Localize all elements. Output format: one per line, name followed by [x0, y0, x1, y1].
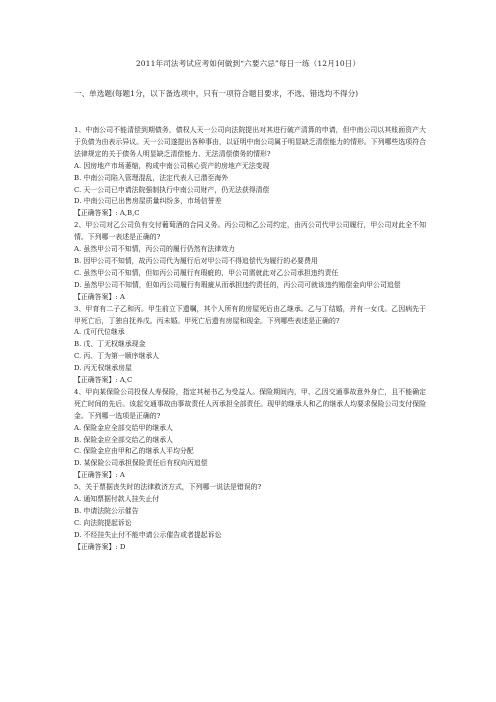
- answer-option: A. 虽然甲公司不知情，丙公司的履行仍然有法律效力: [74, 245, 235, 254]
- answer-option: B. 申请法院公示催告: [74, 507, 139, 515]
- question-stem: 1、中南公司不能清偿到期债务，债权人天一公司向法院提出对其进行破产清算的申请，但中南公司以其账面资产大于负债为由表示异议。天一公司遂提出各种事由，以证明中南公司属于明显缺乏清偿能力的情形。下列哪些选项符合法律规定的关于债务人明显缺乏清偿能力、无法清偿债务的情形?: [74, 126, 426, 158]
- answer-option: B. 中南公司陷入管理混乱，法定代表人已潜至海外: [74, 173, 229, 182]
- section-heading: 一、单选题(每题1分，以下备选项中，只有一项符合题目要求，不选、错选均不得分): [74, 89, 359, 98]
- answer-option: B. 因甲公司不知情，故丙公司代为履行后对甲公司不得追偿代为履行的必要费用: [74, 256, 318, 265]
- question-item: [74, 304, 426, 387]
- correct-answer: 【正确答案】: A: [74, 292, 125, 301]
- correct-answer: 【正确答案】: A: [74, 471, 125, 480]
- question-stem: 2、甲公司对乙公司负有交付葡萄酒的合同义务。丙公司和乙公司约定，由丙公司代甲公司履行，甲公司对此全不知情。下列哪一表述是正确的?: [74, 221, 426, 242]
- answer-option: D. 丙无权继承房屋: [74, 364, 132, 373]
- question-item: [74, 125, 426, 220]
- answer-option: A. 保险金应全部交给甲的继承人: [74, 423, 173, 432]
- correct-answer: 【正确答案】: A,B,C: [74, 209, 140, 218]
- answer-option: D. 某保险公司承担保险责任后有权向丙追偿: [74, 459, 208, 468]
- question-item: [74, 482, 426, 553]
- answer-option: B. 戊、丁无权继承现金: [74, 340, 146, 349]
- answer-option: C. 丙、丁为第一顺序继承人: [74, 352, 160, 361]
- answer-option: B. 保险金应全部交给乙的继承人: [74, 435, 174, 444]
- question-list: [74, 125, 426, 554]
- answer-option: A. 通知票据付款人挂失止付: [74, 495, 160, 504]
- answer-option: C. 向法院提起诉讼: [74, 518, 132, 527]
- question-stem: 3、甲育有二子乙和丙。甲生前立下遗嘱，其个人所有的房屋死后由乙继承。乙与丁结婚，并有一女戊。乙因病先于甲死亡后，丁独自抚养戊。丙未婚。甲死亡后遗有房屋和现金。下列哪些表述是正确的?: [74, 304, 426, 325]
- answer-option: D. 虽然甲公司不知情，但如丙公司履行有瑕疵从而承担违约责任的，丙公司可就该违约赔偿金向甲公司追偿: [74, 280, 401, 289]
- document-title: 2011年司法考试应考如何做到“六要六忌”每日一练（12月10日）: [135, 59, 361, 68]
- question-item: [74, 220, 426, 303]
- correct-answer: 【正确答案】: D: [74, 542, 126, 551]
- answer-option: A. 戊可代位继承: [74, 328, 125, 337]
- answer-option: C. 保险金应由甲和乙的继承人平均分配: [74, 447, 194, 456]
- answer-option: C. 虽然甲公司不知情，但如丙公司履行有瑕疵的，甲公司需就此对乙公司承担违约责任: [74, 268, 339, 277]
- correct-answer: 【正确答案】: A,C: [74, 376, 133, 385]
- question-item: [74, 387, 426, 482]
- question-stem: 4、甲向某保险公司投保人寿保险，指定其秘书乙为受益人。保险期间内，甲、乙因交通事故意外身亡，且不能确定死亡时间的先后。该起交通事故由事故责任人丙承担全部责任。现甲的继承人和乙的继承人均要求保险公司支付保险金。下列哪一选项是正确的?: [74, 387, 426, 420]
- answer-option: D. 中南公司已出售房屋质量纠纷多，市场信誉差: [74, 197, 222, 206]
- question-stem: 5、关于票据丧失时的法律救济方式，下列哪一说法是错误的?: [74, 483, 262, 492]
- answer-option: D. 不经挂失止付不能申请公示催告或者提起诉讼: [74, 530, 222, 539]
- answer-option: C. 天一公司已申请法院强制执行中南公司财产，仍无法获得清偿: [74, 185, 270, 194]
- answer-option: A. 因房地产市场萎缩，构成中南公司核心资产的房地产无法变现: [74, 161, 270, 170]
